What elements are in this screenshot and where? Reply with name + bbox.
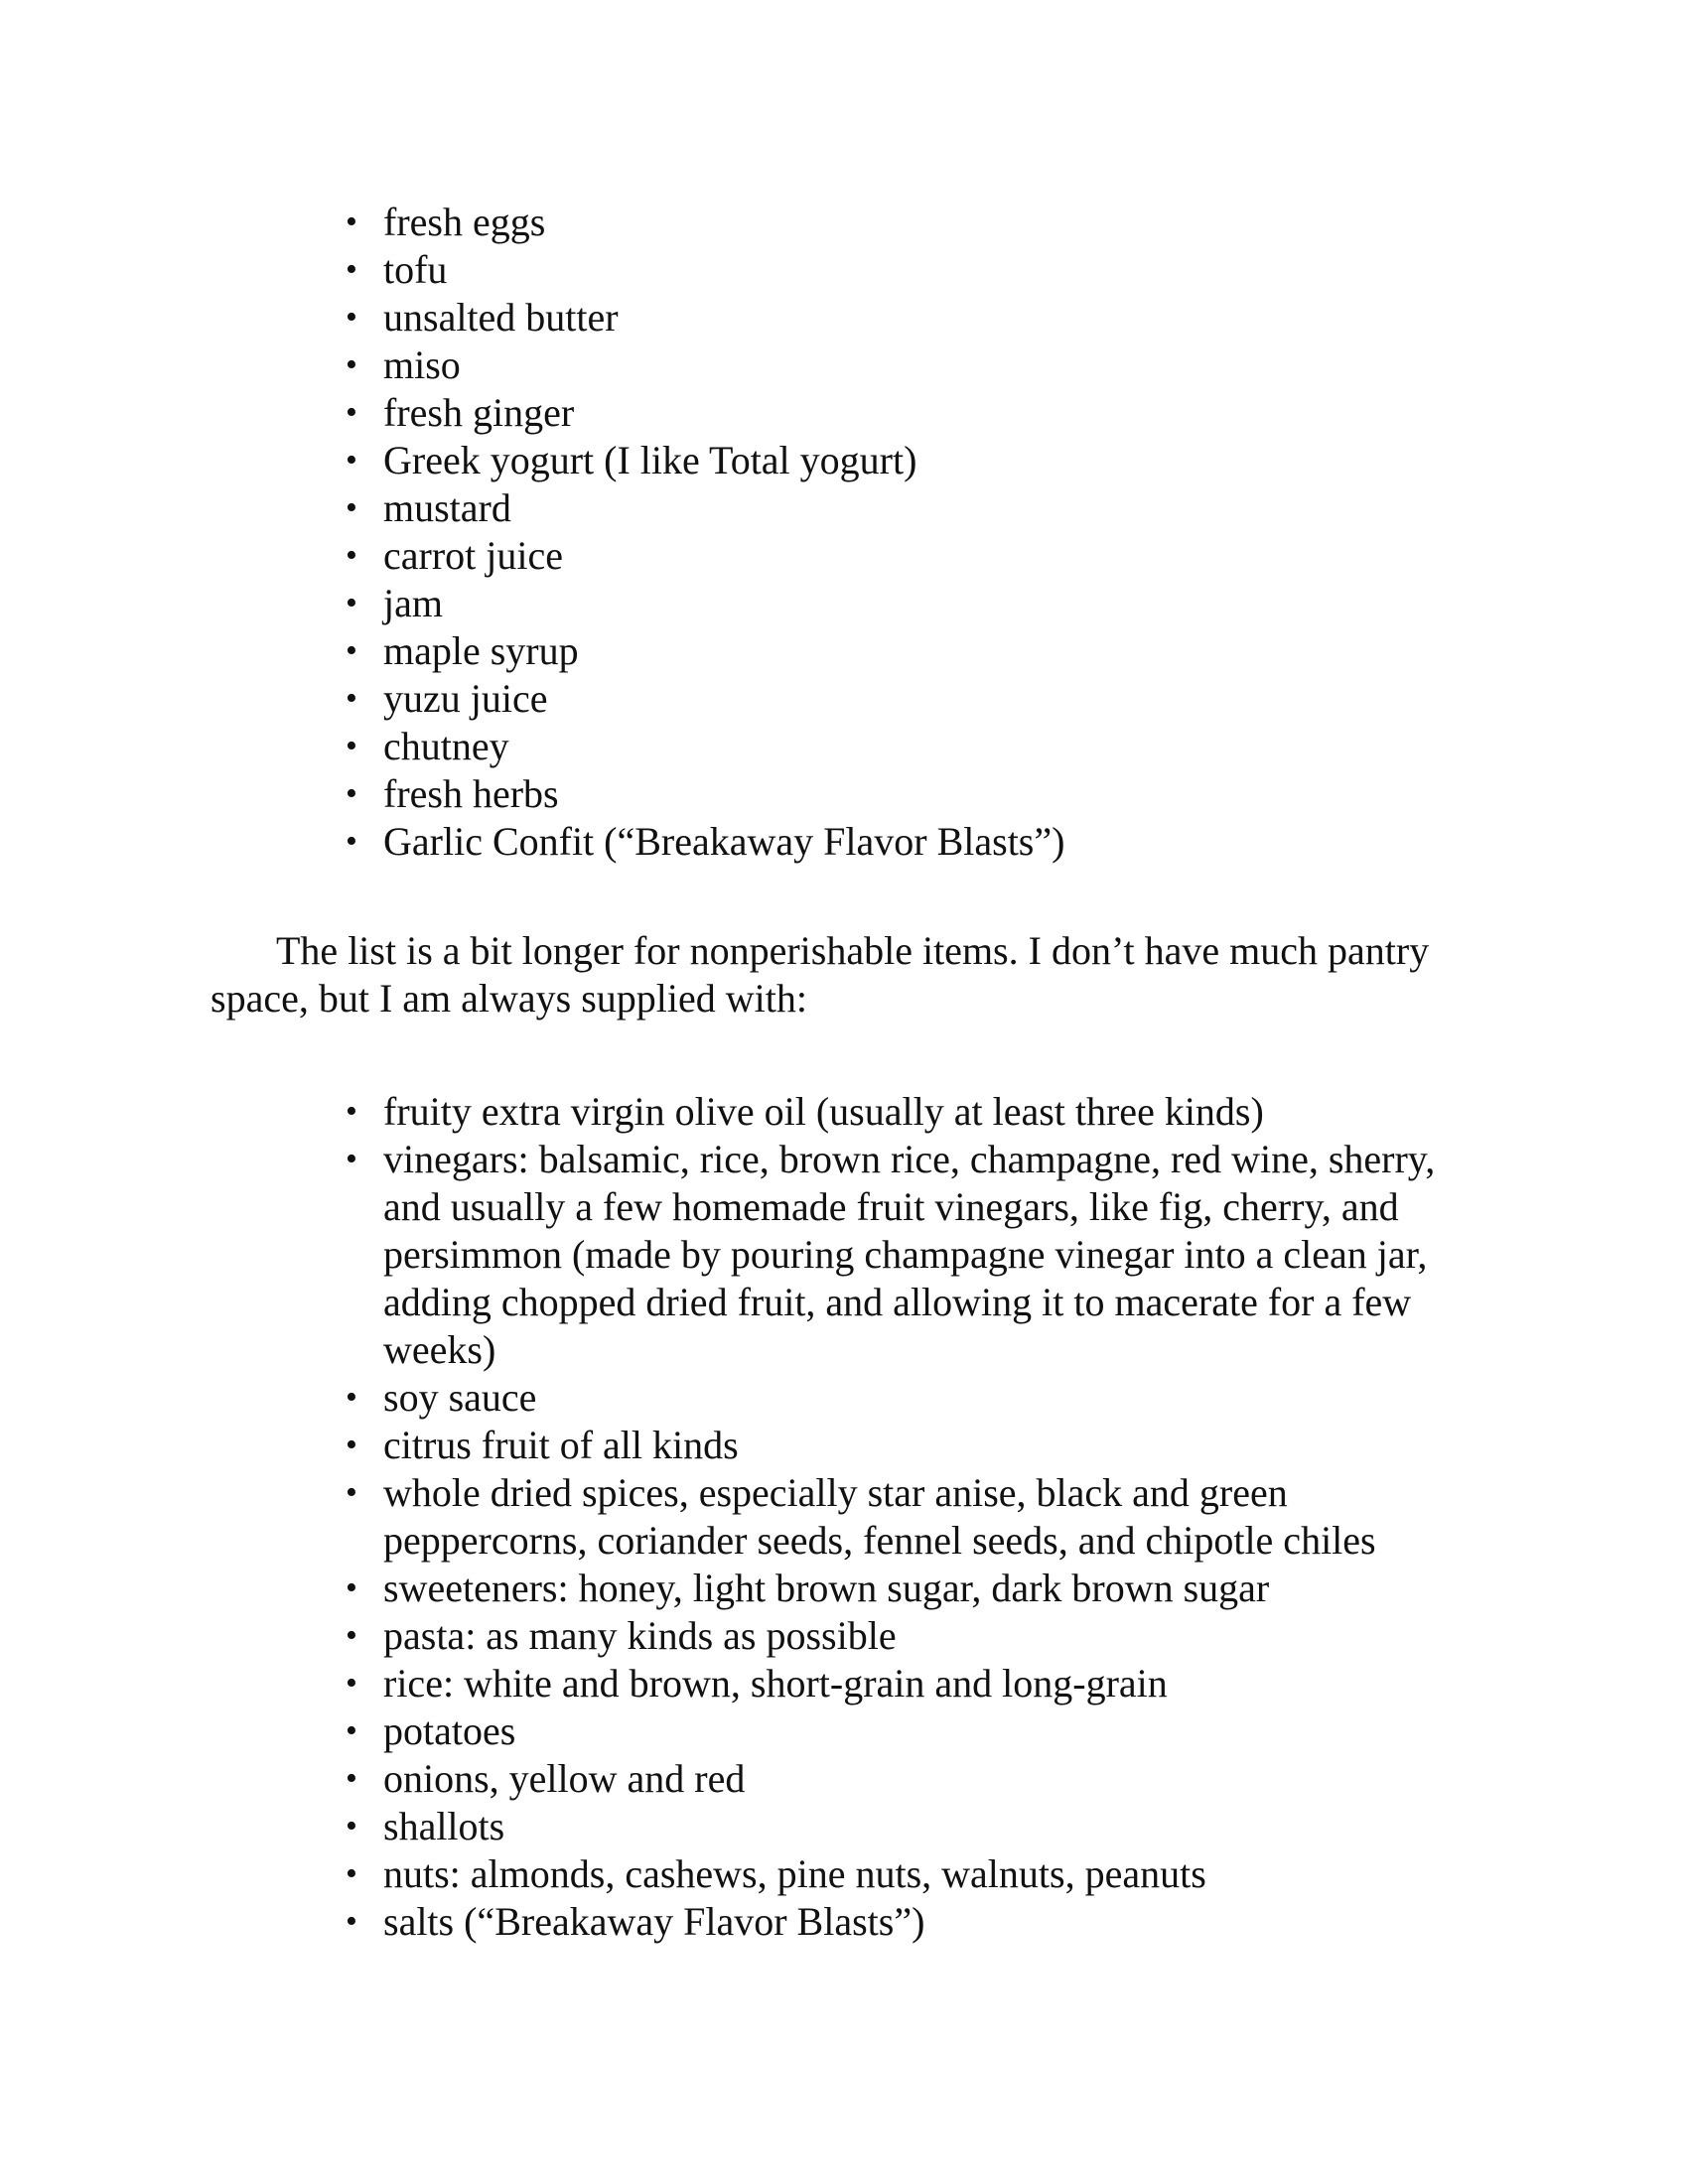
body-paragraph: The list is a bit longer for nonperishable items. I don’t have much pantry space, but I am always supplied with: [211, 928, 1430, 1021]
list-item [346, 484, 1436, 532]
list-item-text: yuzu juice [383, 676, 548, 721]
list-item-text: fresh herbs [383, 771, 559, 816]
bullet-icon: • [346, 1427, 357, 1463]
list-item-text: miso [383, 342, 461, 387]
bullet-icon: • [346, 1855, 357, 1892]
list-item-text: mustard [383, 485, 511, 530]
bullet-icon: • [346, 823, 357, 860]
list-item [346, 1565, 1436, 1612]
list-item [346, 1707, 1436, 1755]
list-item [346, 199, 1436, 246]
bullet-icon: • [346, 1760, 357, 1797]
list-item-text: maple syrup [383, 628, 579, 673]
bullet-icon: • [346, 1141, 357, 1177]
bullet-icon: • [346, 299, 357, 336]
list-item [346, 1088, 1436, 1136]
list-item [346, 389, 1436, 437]
bullet-icon: • [346, 1617, 357, 1654]
list-item-text: sweeteners: honey, light brown sugar, dark brown sugar [383, 1566, 1270, 1610]
list-item [346, 1136, 1436, 1374]
list-item-text: salts (“Breakaway Flavor Blasts”) [383, 1899, 925, 1944]
list-item [346, 341, 1436, 389]
list-item [346, 1803, 1436, 1850]
list-item-text: vinegars: balsamic, rice, brown rice, champagne, red wine, sherry, and usually a few homemade fruit vinegars, like fig, cherry, and persimmon (made by pouring champagne vinegar into a clean jar, adding chopped dried fruit, and allowing it to macerate for a few weeks) [383, 1137, 1436, 1372]
list-item-text: unsalted butter [383, 295, 619, 340]
list-item [346, 1850, 1436, 1898]
bullet-icon: • [346, 1665, 357, 1702]
list-item-text: pasta: as many kinds as possible [383, 1613, 897, 1658]
list-item [346, 627, 1436, 675]
bullet-icon: • [346, 775, 357, 812]
list-item-text: citrus fruit of all kinds [383, 1423, 739, 1467]
list-item-text: Greek yogurt (I like Total yogurt) [383, 438, 917, 482]
list-item [346, 532, 1436, 580]
bullet-icon: • [346, 1570, 357, 1606]
list-item-text: fresh eggs [383, 200, 546, 244]
list-item-text: fresh ginger [383, 390, 575, 435]
list-item-text: carrot juice [383, 533, 563, 578]
bullet-icon: • [346, 204, 357, 240]
list-item [346, 1422, 1436, 1469]
list-item [346, 1660, 1436, 1707]
bullet-icon: • [346, 680, 357, 717]
bullet-icon: • [346, 394, 357, 431]
bullet-icon: • [346, 1808, 357, 1844]
bullet-icon: • [346, 346, 357, 383]
bullet-icon: • [346, 489, 357, 526]
bullet-icon: • [346, 632, 357, 669]
list-item-text: shallots [383, 1804, 505, 1848]
list-item [346, 1898, 1436, 1946]
bullet-icon: • [346, 1093, 357, 1130]
list-item [346, 1612, 1436, 1660]
bullet-icon: • [346, 251, 357, 288]
bullet-icon: • [346, 1712, 357, 1749]
list-item-text: tofu [383, 247, 448, 292]
list-item-text: Garlic Confit (“Breakaway Flavor Blasts”) [383, 819, 1065, 864]
list-item-text: onions, yellow and red [383, 1756, 746, 1801]
bullet-icon: • [346, 1474, 357, 1511]
list-item-text: potatoes [383, 1708, 516, 1753]
list-item-text: jam [383, 581, 443, 625]
list-item-text: chutney [383, 724, 509, 768]
list-item [346, 246, 1436, 294]
bullet-icon: • [346, 1379, 357, 1416]
list-item-text: nuts: almonds, cashews, pine nuts, walnuts, peanuts [383, 1851, 1206, 1896]
list-item [346, 294, 1436, 341]
bullet-icon: • [346, 1903, 357, 1940]
list-item [346, 723, 1436, 770]
list-item [346, 437, 1436, 484]
bullet-icon: • [346, 442, 357, 478]
list-item-text: fruity extra virgin olive oil (usually at least three kinds) [383, 1089, 1264, 1134]
bullet-icon: • [346, 585, 357, 621]
list-item [346, 1755, 1436, 1803]
list-item [346, 675, 1436, 723]
list-item-text: whole dried spices, especially star anise, black and green peppercorns, coriander seeds, fennel seeds, and chipotle chiles [383, 1470, 1376, 1563]
bullet-icon: • [346, 537, 357, 574]
list-item [346, 580, 1436, 627]
list-item [346, 818, 1436, 866]
perishables-list [346, 199, 1436, 866]
list-item [346, 770, 1436, 818]
list-item-text: soy sauce [383, 1375, 537, 1420]
bullet-icon: • [346, 728, 357, 764]
list-item-text: rice: white and brown, short-grain and long-grain [383, 1661, 1168, 1706]
list-item [346, 1374, 1436, 1422]
nonperishables-list [346, 1088, 1436, 1946]
list-item [346, 1469, 1436, 1565]
